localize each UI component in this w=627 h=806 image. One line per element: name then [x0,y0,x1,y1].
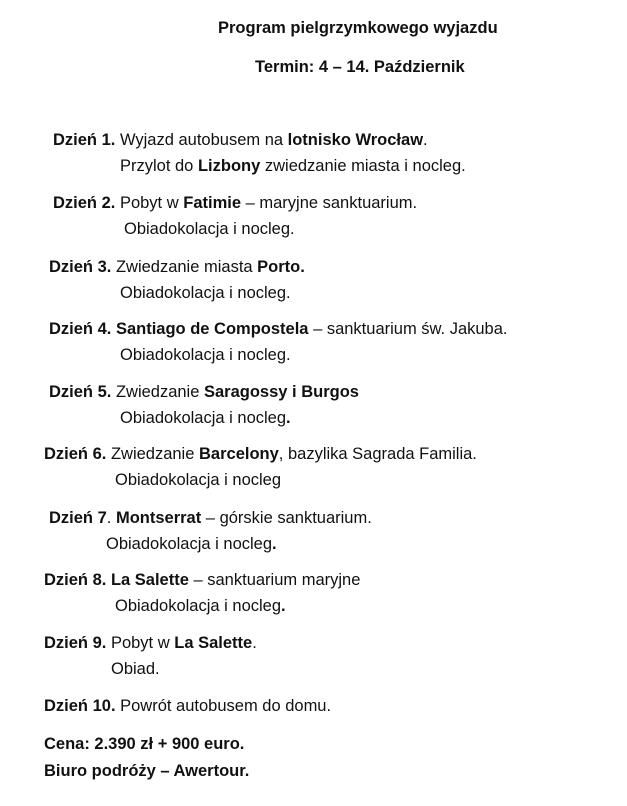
day-5-line-2: Obiadokolacja i nocleg. [120,409,291,427]
day-5-label: Dzień 5. [49,383,112,401]
day-1-line-1: Dzień 1. Wyjazd autobusem na lotnisko Wrocław. [53,131,428,149]
day-9-line-1: Dzień 9. Pobyt w La Salette. [44,634,257,652]
day-1-label: Dzień 1. [53,131,116,149]
day-8-line-2: Obiadokolacja i nocleg. [115,597,286,615]
day-8-label: Dzień 8. [44,571,107,589]
day-3-line-2: Obiadokolacja i nocleg. [120,284,291,302]
day-8-line-1: Dzień 8. La Salette – sanktuarium maryjne [44,571,361,589]
day-9-place: La Salette [174,634,253,652]
day-10-label: Dzień 10. [44,697,116,715]
day-1-line-2: Przylot do Lizbony zwiedzanie miasta i nocleg. [120,157,466,175]
day-2-place: Fatimie [183,194,242,212]
day-9-label: Dzień 9. [44,634,107,652]
day-2-line-1: Dzień 2. Pobyt w Fatimie – maryjne sanktuarium. [53,194,418,212]
day-6-label: Dzień 6. [44,445,107,463]
day-5-place: Saragossy i Burgos [204,383,359,401]
day-1-place: lotnisko Wrocław [287,131,424,149]
page-title: Program pielgrzymkowego wyjazdu [218,19,498,37]
day-7-label: Dzień 7 [49,509,107,527]
day-2-line-2: Obiadokolacja i nocleg. [124,220,295,238]
day-6-place: Barcelony [199,445,279,463]
day-3-label: Dzień 3. [49,258,112,276]
day-2-label: Dzień 2. [53,194,116,212]
day-3-place: Porto. [257,258,305,276]
day-1-city: Lizbony [197,157,261,175]
day-10-line-1: Dzień 10. Powrót autobusem do domu. [44,697,332,715]
day-3-line-1: Dzień 3. Zwiedzanie miasta Porto. [49,258,305,276]
trip-term: Termin: 4 – 14. Październik [255,58,465,76]
travel-agency: Biuro podróży – Awertour. [44,762,250,780]
day-7-line-1: Dzień 7. Montserrat – górskie sanktuarium. [49,509,372,527]
day-4-line-1: Dzień 4. Santiago de Compostela – sanktuarium św. Jakuba. [49,320,508,338]
day-4-place: Santiago de Compostela [115,320,309,338]
day-7-place: Montserrat [115,509,202,527]
day-6-line-1: Dzień 6. Zwiedzanie Barcelony, bazylika Sagrada Familia. [44,445,477,463]
day-4-line-2: Obiadokolacja i nocleg. [120,346,291,364]
day-9-line-2: Obiad. [111,660,160,678]
day-4-label: Dzień 4. [49,320,112,338]
price: Cena: 2.390 zł + 900 euro. [44,735,245,753]
day-7-line-2: Obiadokolacja i nocleg. [106,535,277,553]
day-5-line-1: Dzień 5. Zwiedzanie Saragossy i Burgos [49,383,359,401]
day-6-line-2: Obiadokolacja i nocleg [115,471,282,489]
day-8-place: La Salette [110,571,189,589]
